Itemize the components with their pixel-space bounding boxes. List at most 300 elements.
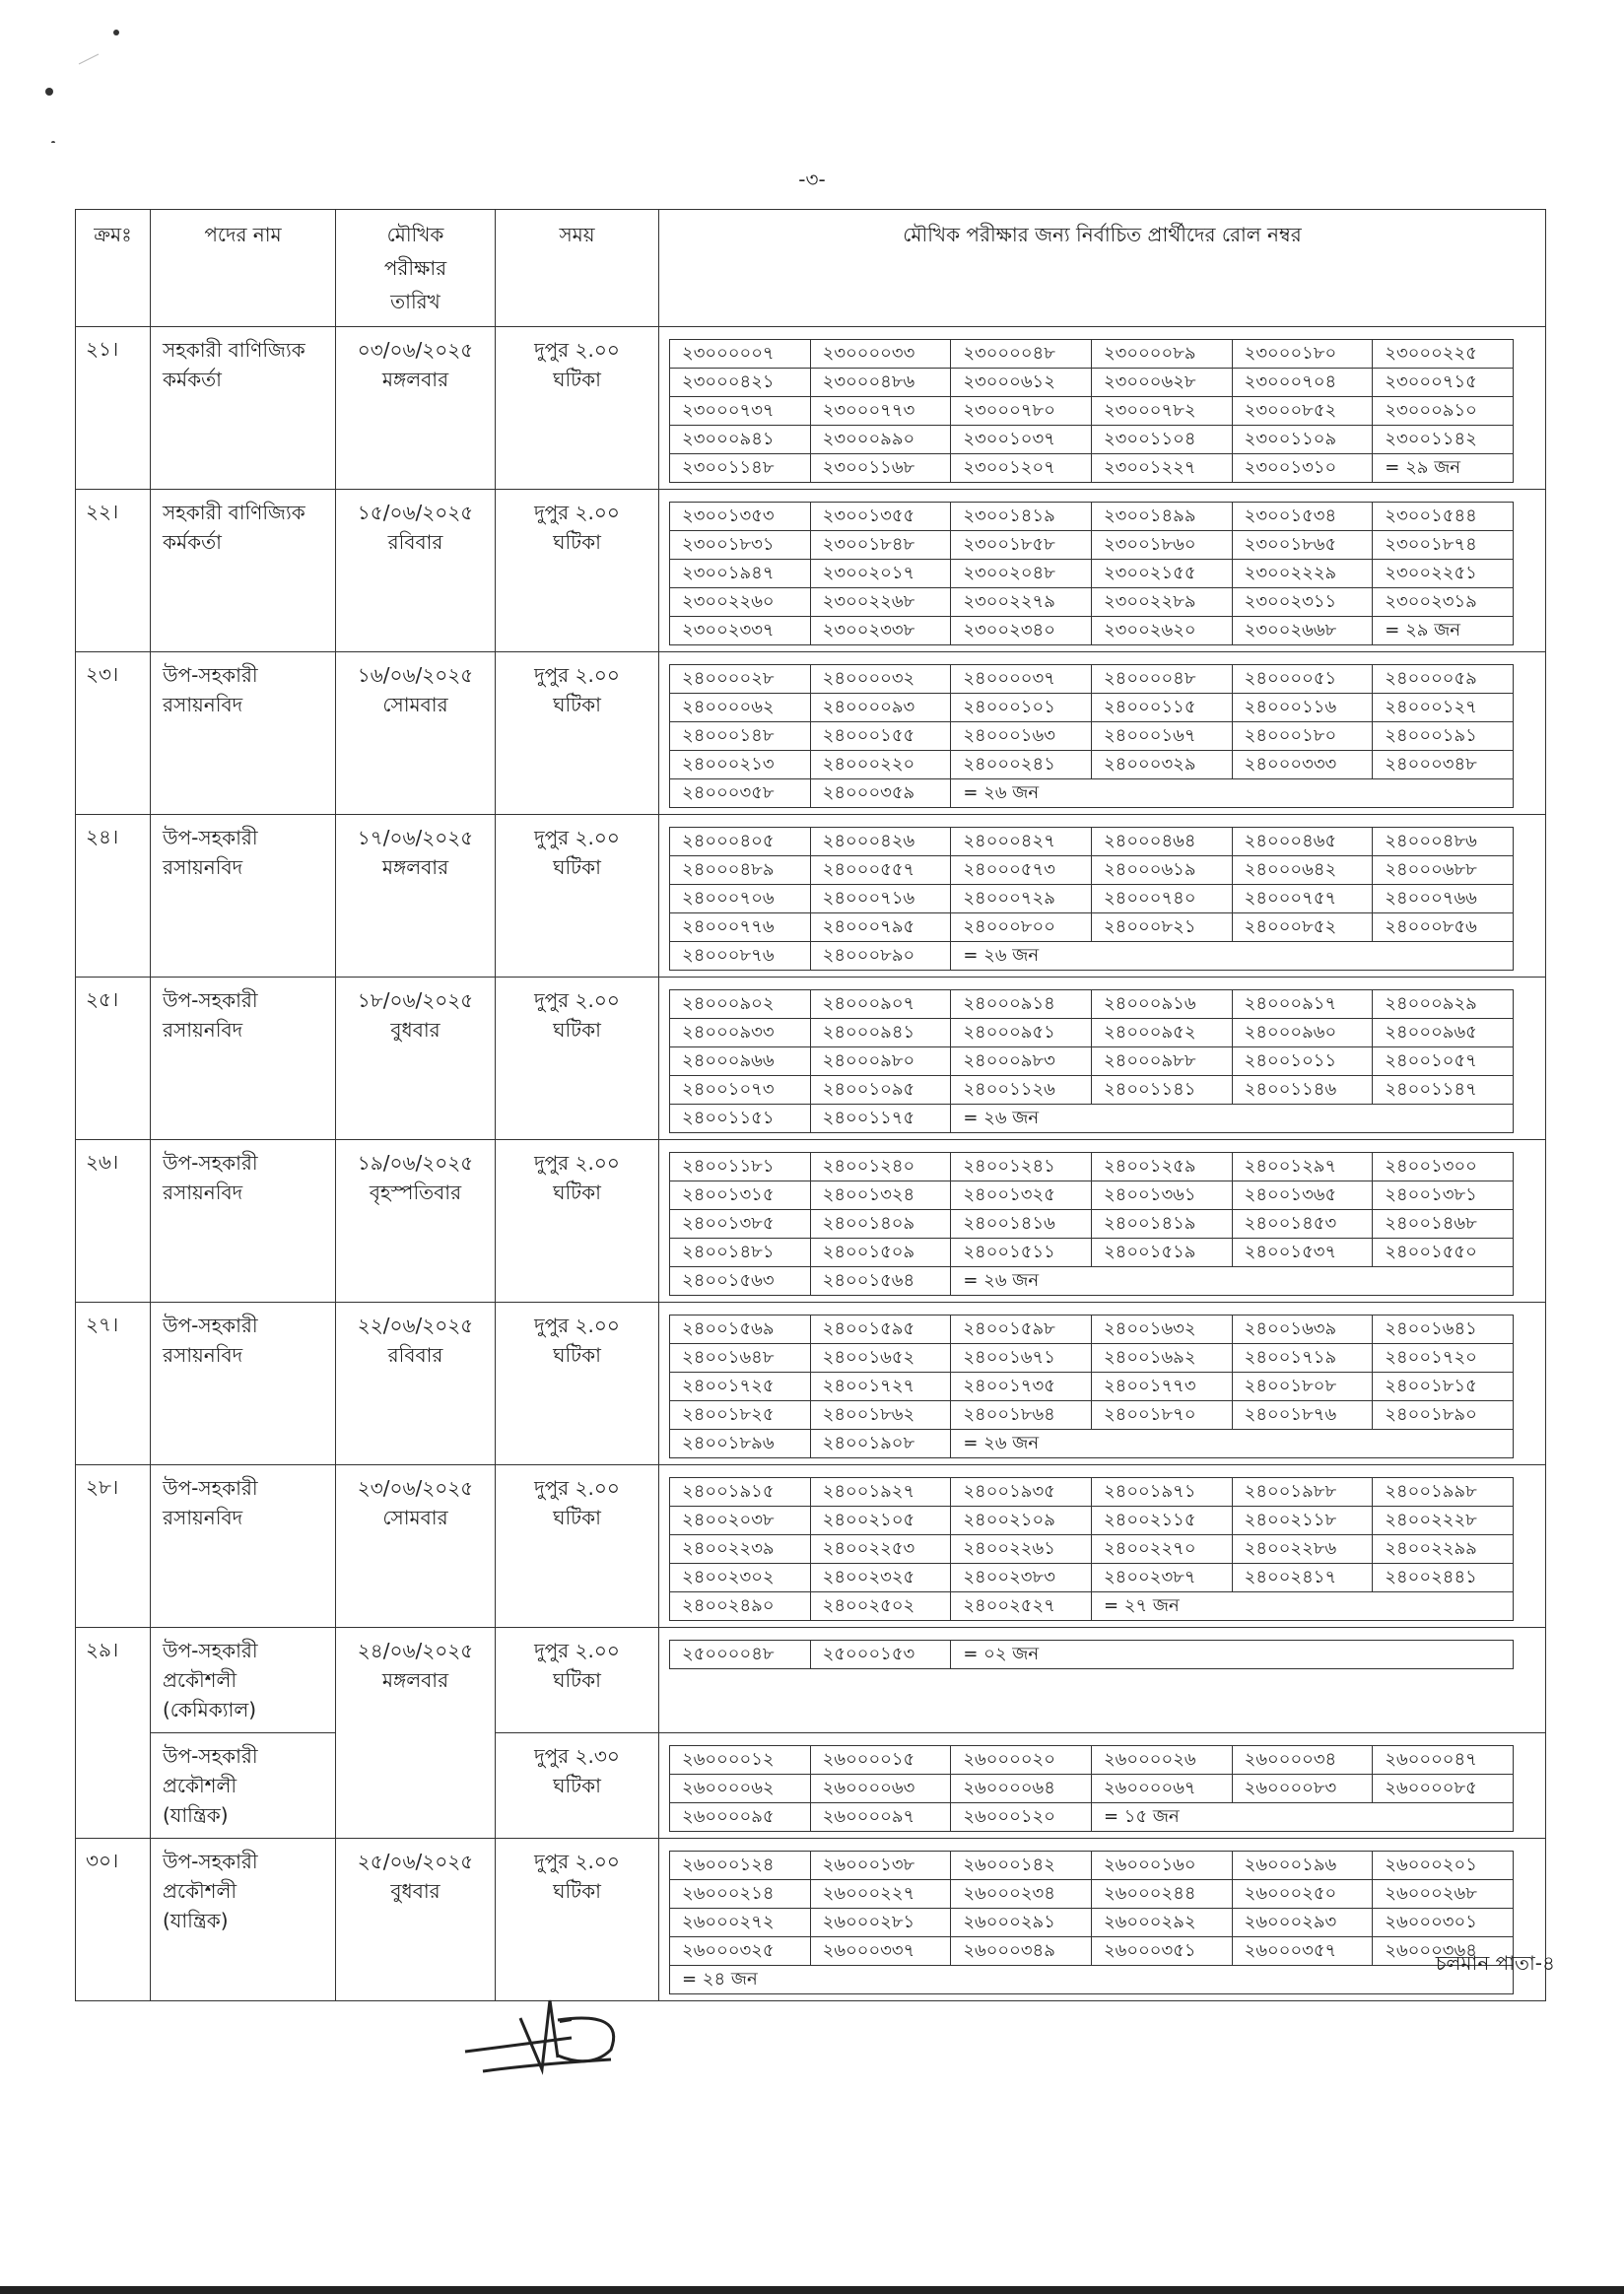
roll-number: ২৬০০০২৮১	[810, 1909, 951, 1937]
roll-number: ২৪০০২৩৮৭	[1091, 1564, 1232, 1592]
post-name	[151, 652, 336, 815]
roll-row	[670, 531, 1514, 560]
post-name-line: রসায়নবিদ	[163, 1343, 243, 1367]
roll-number: ২৪০০০৬৪২	[1232, 856, 1373, 885]
post-name-line: রসায়নবিদ	[163, 1018, 243, 1042]
time-value: দুপুর ২.০০	[534, 663, 620, 687]
roll-number: ২৬০০০২০১	[1373, 1852, 1514, 1880]
roll-number: ২৪০০২২৩৯	[670, 1535, 811, 1564]
roll-number: ২৪০০০৭৯৫	[810, 913, 951, 942]
roll-number: ২৬০০০২৯২	[1091, 1909, 1232, 1937]
roll-numbers-cell	[659, 815, 1546, 978]
roll-row	[670, 1430, 1514, 1458]
roll-row	[670, 1401, 1514, 1430]
time-unit: ঘটিকা	[553, 855, 601, 879]
roll-row	[670, 617, 1514, 645]
roll-number: ২৪০০০৫৫৭	[810, 856, 951, 885]
roll-number: ২৪০০১৫১১	[951, 1239, 1092, 1267]
roll-row	[670, 1344, 1514, 1373]
roll-number: ২৩০০২২৭৯	[951, 588, 1092, 617]
scan-speck-marks	[39, 25, 158, 143]
roll-numbers-cell	[659, 1839, 1546, 2001]
roll-number: ২৬০০০০৬৭	[1091, 1775, 1232, 1803]
time-value: দুপুর ২.০০	[534, 1476, 620, 1500]
roll-row	[670, 990, 1514, 1019]
post-name-line: উপ-সহকারী	[163, 1744, 258, 1768]
roll-number: ২৩০০২৩১৯	[1373, 588, 1514, 617]
post-name-line: উপ-সহকারী	[163, 826, 258, 849]
roll-number: ২৪০০১৯৯৮	[1373, 1478, 1514, 1507]
roll-number: ২৪০০০৪৮৯	[670, 856, 811, 885]
roll-row	[670, 1105, 1514, 1133]
roll-row	[670, 1937, 1514, 1966]
date-value: ১৭/০৬/২০২৫	[357, 826, 474, 849]
roll-row	[670, 1507, 1514, 1535]
roll-row	[670, 1316, 1514, 1344]
roll-number: ২৪০০০১০১	[951, 694, 1092, 722]
roll-number: ২৪০০০০২৮	[670, 665, 811, 694]
roll-number: ২৪০০০০৩৭	[951, 665, 1092, 694]
roll-number: ২৬০০০২৯৩	[1232, 1909, 1373, 1937]
roll-number: ২৪০০০৭২৯	[951, 885, 1092, 913]
roll-number: ২৬০০০২২৭	[810, 1880, 951, 1909]
roll-number: ২৬০০০২১৪	[670, 1880, 811, 1909]
post-name-line: রসায়নবিদ	[163, 855, 243, 879]
serial-number: ২৮।	[76, 1465, 151, 1628]
day-name: বুধবার	[390, 1879, 440, 1903]
roll-number: ২৩০০১৯৪৭	[670, 560, 811, 588]
interview-time	[496, 1839, 659, 2001]
roll-number: ২৪০০১৯০৮	[810, 1430, 951, 1458]
roll-number: ২৪০০১৭২৭	[810, 1373, 951, 1401]
header-interview-date	[336, 210, 496, 327]
serial-number: ২১।	[76, 327, 151, 490]
roll-row	[670, 1076, 1514, 1105]
roll-row	[670, 1592, 1514, 1621]
page-number: -৩-	[798, 168, 826, 191]
day-name: মঙ্গলবার	[381, 855, 449, 879]
roll-number: ২৩০০২৬২০	[1091, 617, 1232, 645]
roll-number: ২৪০০০১১৫	[1091, 694, 1232, 722]
roll-number: ২৪০০০১১৬	[1232, 694, 1373, 722]
roll-number: ২৪০০১৫৬৯	[670, 1316, 811, 1344]
roll-row	[670, 1775, 1514, 1803]
post-name-line: (যান্ত্রিক)	[163, 1909, 229, 1932]
roll-number: ২৪০০১২৪০	[810, 1153, 951, 1181]
roll-row	[670, 1803, 1514, 1832]
roll-number: ২৩০০০৭০৪	[1232, 369, 1373, 397]
roll-number: ২৩০০২১৫৫	[1091, 560, 1232, 588]
time-value: দুপুর ২.০০	[534, 501, 620, 524]
roll-number: ২৩০০১৫৪৪	[1373, 503, 1514, 531]
roll-number-grid	[669, 989, 1514, 1133]
roll-row	[670, 340, 1514, 369]
roll-number: ২৬০০০১৪২	[951, 1852, 1092, 1880]
roll-number: ২৬০০০১২৪	[670, 1852, 811, 1880]
roll-number: ২৩০০২২৮৯	[1091, 588, 1232, 617]
roll-number: ২৫০০০১৫৩	[810, 1641, 951, 1669]
roll-number: ২৪০০০৯৬০	[1232, 1019, 1373, 1047]
time-unit: ঘটিকা	[553, 1668, 601, 1692]
roll-number: ২৬০০০০৬৪	[951, 1775, 1092, 1803]
roll-number: ২৪০০০০৩২	[810, 665, 951, 694]
time-value: দুপুর ২.০০	[534, 988, 620, 1012]
roll-number: ২৩০০০৯৪১	[670, 426, 811, 454]
roll-row	[670, 694, 1514, 722]
roll-number: ২৩০০০৪৮৬	[810, 369, 951, 397]
time-unit: ঘটিকা	[553, 1343, 601, 1367]
roll-number: ২৪০০১৫১৯	[1091, 1239, 1232, 1267]
roll-number: ২৪০০০২১৩	[670, 751, 811, 779]
day-name: মঙ্গলবার	[381, 1668, 449, 1692]
roll-number: ২৪০০১৮২৫	[670, 1401, 811, 1430]
roll-row	[670, 1641, 1514, 1669]
roll-row	[670, 588, 1514, 617]
time-unit: ঘটিকা	[553, 1774, 601, 1797]
post-name-line: প্রকৌশলী	[163, 1668, 237, 1692]
roll-number: ২৪০০১৯১৫	[670, 1478, 811, 1507]
header-serial: ক্রমঃ	[76, 210, 151, 327]
roll-row	[670, 1019, 1514, 1047]
roll-number: ২৪০০০৯৩৩	[670, 1019, 811, 1047]
scan-bottom-edge	[0, 2286, 1624, 2294]
roll-number: ২৩০০২৩৩৭	[670, 617, 811, 645]
roll-number: ২৪০০১১৪১	[1091, 1076, 1232, 1105]
roll-number: ২৩০০০০০৭	[670, 340, 811, 369]
roll-number: ২৪০০০৯১৪	[951, 990, 1092, 1019]
roll-number: ২৪০০০৯১৬	[1091, 990, 1232, 1019]
roll-number: ২৪০০০৮৫২	[1232, 913, 1373, 942]
schedule-row	[76, 1839, 1546, 2001]
roll-row	[670, 1153, 1514, 1181]
roll-number: ২৪০০১১৮১	[670, 1153, 811, 1181]
roll-number-grid	[669, 1152, 1514, 1296]
roll-number: ২৪০০১৮৬৪	[951, 1401, 1092, 1430]
roll-number: ২৪০০০৭০৬	[670, 885, 811, 913]
roll-number: ২৪০০০৯৮০	[810, 1047, 951, 1076]
schedule-row	[76, 652, 1546, 815]
serial-number: ২৫।	[76, 978, 151, 1140]
date-value: ২৫/০৬/২০২৫	[357, 1850, 474, 1873]
roll-row	[670, 779, 1514, 808]
roll-number: ২৬০০০১২০	[951, 1803, 1092, 1832]
roll-number: ২৩০০১০৩৭	[951, 426, 1092, 454]
roll-number: ২৬০০০০১৫	[810, 1746, 951, 1775]
interview-time	[496, 815, 659, 978]
candidate-total: = ২৬ জন	[951, 1267, 1514, 1296]
roll-number: ২৪০০১১৫১	[670, 1105, 811, 1133]
schedule-row	[76, 1303, 1546, 1465]
roll-numbers-cell	[659, 1140, 1546, 1303]
roll-number: ২৪০০০০৬২	[670, 694, 811, 722]
roll-number: ২৪০০১৫৯৮	[951, 1316, 1092, 1344]
roll-number: ২৪০০০৯৫১	[951, 1019, 1092, 1047]
roll-number: ২৪০০০৮৯০	[810, 942, 951, 971]
day-name: রবিবার	[387, 530, 443, 554]
post-name-line: উপ-সহকারী	[163, 1151, 258, 1175]
time-value: দুপুর ২.০০	[534, 826, 620, 849]
roll-number: ২৪০০১৭৭৩	[1091, 1373, 1232, 1401]
roll-number: ২৪০০০৭৭৬	[670, 913, 811, 942]
roll-number: ২৬০০০০৬৩	[810, 1775, 951, 1803]
roll-number: ২৬০০০২৬৮	[1373, 1880, 1514, 1909]
roll-number: ২৪০০২৩৮৩	[951, 1564, 1092, 1592]
roll-number: ২৬০০০২৭২	[670, 1909, 811, 1937]
post-name	[151, 1303, 336, 1465]
day-name: বৃহস্পতিবার	[369, 1181, 462, 1204]
post-name	[151, 815, 336, 978]
roll-number: ২৪০০০১৪৮	[670, 722, 811, 751]
post-name	[151, 1140, 336, 1303]
roll-number: ২৪০০১৭২৫	[670, 1373, 811, 1401]
roll-number: ২৪০০১৪০৯	[810, 1210, 951, 1239]
roll-number: ২৪০০০৩৪৮	[1373, 751, 1514, 779]
roll-row	[670, 426, 1514, 454]
roll-number: ২৪০০১২৫৯	[1091, 1153, 1232, 1181]
interview-date	[336, 1465, 496, 1628]
roll-number: ২৪০০০০৫১	[1232, 665, 1373, 694]
header-date-line: পরীক্ষার	[383, 256, 447, 280]
roll-number: ২৪০০২৫২৭	[951, 1592, 1092, 1621]
roll-number: ২৩০০১৩৫৩	[670, 503, 811, 531]
roll-number: ২৪০০১৯৭১	[1091, 1478, 1232, 1507]
interview-date	[336, 978, 496, 1140]
roll-number: ২৪০০১০৭৩	[670, 1076, 811, 1105]
roll-number: ২৪০০২২৬১	[951, 1535, 1092, 1564]
serial-number: ৩০।	[76, 1839, 151, 2001]
roll-number: ২৪০০১৩১৫	[670, 1181, 811, 1210]
roll-number: ২৬০০০০৮৫	[1373, 1775, 1514, 1803]
roll-number: ২৪০০১৮৯৬	[670, 1430, 811, 1458]
day-name: সোমবার	[382, 1506, 448, 1529]
roll-number: ২৪০০১৬৩২	[1091, 1316, 1232, 1344]
roll-number: ২৪০০১৬৪১	[1373, 1316, 1514, 1344]
roll-row	[670, 1239, 1514, 1267]
interview-date	[336, 815, 496, 978]
candidate-total: = ২৯ জন	[1373, 454, 1514, 483]
roll-number-grid	[669, 1851, 1514, 1994]
roll-number: ২৪০০০৯৪১	[810, 1019, 951, 1047]
roll-number: ২৪০০১৩৮৫	[670, 1210, 811, 1239]
roll-number: ২৪০০০৫৭৩	[951, 856, 1092, 885]
roll-number: ২৩০০১৩৫৫	[810, 503, 951, 531]
roll-number: ২৬০০০৩০১	[1373, 1909, 1514, 1937]
post-name	[151, 1628, 336, 1733]
time-unit: ঘটিকা	[553, 368, 601, 391]
schedule-row	[76, 978, 1546, 1140]
roll-number: ২৪০০০৩৩৩	[1232, 751, 1373, 779]
interview-date	[336, 1303, 496, 1465]
roll-numbers-cell	[659, 490, 1546, 652]
roll-number: ২৬০০০১৯৬	[1232, 1852, 1373, 1880]
post-name-line: উপ-সহকারী	[163, 1314, 258, 1337]
schedule-row	[76, 1465, 1546, 1628]
interview-time	[496, 1465, 659, 1628]
post-name-line: উপ-সহকারী	[163, 1850, 258, 1873]
post-name-line: প্রকৌশলী	[163, 1879, 237, 1903]
roll-number: ২৪০০১৫০৯	[810, 1239, 951, 1267]
roll-number: ২৪০০২২৭০	[1091, 1535, 1232, 1564]
post-name-line: উপ-সহকারী	[163, 1476, 258, 1500]
roll-number: ২৩০০১৮৫৮	[951, 531, 1092, 560]
roll-number: ২৬০০০০৩৪	[1232, 1746, 1373, 1775]
candidate-total: = ২৬ জন	[951, 942, 1514, 971]
candidate-total: = ১৫ জন	[1091, 1803, 1513, 1832]
candidate-total: = ২৬ জন	[951, 1430, 1514, 1458]
roll-number: ২৪০০০৪২৭	[951, 828, 1092, 856]
roll-number: ২৩০০২০৪৮	[951, 560, 1092, 588]
roll-number: ২৪০০১৬৭১	[951, 1344, 1092, 1373]
candidate-total: = ২৬ জন	[951, 1105, 1514, 1133]
roll-number: ২৪০০০৮০০	[951, 913, 1092, 942]
roll-number: ২৪০০০৪০৫	[670, 828, 811, 856]
roll-number: ২৩০০১১৪২	[1373, 426, 1514, 454]
header-roll-numbers: মৌখিক পরীক্ষার জন্য নির্বাচিত প্রার্থীদের রোল নম্বর	[659, 210, 1546, 327]
roll-row	[670, 913, 1514, 942]
serial-number: ২৪।	[76, 815, 151, 978]
time-value: দুপুর ২.০০	[534, 1639, 620, 1662]
schedule-row	[76, 1628, 1546, 1733]
roll-number: ২৪০০০৩৫৯	[810, 779, 951, 808]
roll-number: ২৩০০০৭৮০	[951, 397, 1092, 426]
roll-number: ২৩০০২২৬৮	[810, 588, 951, 617]
time-value: দুপুর ২.৩০	[534, 1744, 620, 1768]
roll-number: ২৪০০০১৫৫	[810, 722, 951, 751]
roll-number: ২৪০০০৯৬৬	[670, 1047, 811, 1076]
roll-number: ২৬০০০৩৩৭	[810, 1937, 951, 1966]
roll-row	[670, 828, 1514, 856]
roll-row	[670, 1267, 1514, 1296]
roll-number: ২৪০০০৯০২	[670, 990, 811, 1019]
roll-number: ২৪০০১১৪৭	[1373, 1076, 1514, 1105]
roll-number: ২৪০০১৫৬৩	[670, 1267, 811, 1296]
roll-number: ২৪০০২১০৫	[810, 1507, 951, 1535]
roll-row	[670, 1535, 1514, 1564]
schedule-row	[76, 490, 1546, 652]
candidate-total: = ০২ জন	[951, 1641, 1514, 1669]
roll-number: ২৪০০২৫০২	[810, 1592, 951, 1621]
roll-number: ২৪০০২০৩৮	[670, 1507, 811, 1535]
roll-number: ২৩০০২৩৪০	[951, 617, 1092, 645]
roll-number: ২৬০০০১৩৮	[810, 1852, 951, 1880]
roll-number: ২৩০০১১৪৮	[670, 454, 811, 483]
roll-number: ২৪০০১৭১৯	[1232, 1344, 1373, 1373]
interview-schedule-table	[75, 209, 1546, 2001]
roll-number: ২৩০০২৩১১	[1232, 588, 1373, 617]
day-name: মঙ্গলবার	[381, 368, 449, 391]
roll-number: ২৪০০০০৯৩	[810, 694, 951, 722]
interview-time	[496, 1733, 659, 1839]
candidate-total: = ২৭ জন	[1091, 1592, 1513, 1621]
roll-number: ২৪০০১৫৯৫	[810, 1316, 951, 1344]
roll-number: ২৪০০২৪৯০	[670, 1592, 811, 1621]
roll-number: ২৩০০০৪২১	[670, 369, 811, 397]
header-row	[76, 210, 1546, 327]
roll-number: ২৪০০০৪৮৬	[1373, 828, 1514, 856]
post-name	[151, 327, 336, 490]
roll-number: ২৩০০১১০৪	[1091, 426, 1232, 454]
roll-row	[670, 1181, 1514, 1210]
post-name-line: রসায়নবিদ	[163, 693, 243, 716]
interview-time	[496, 1140, 659, 1303]
interview-date	[336, 652, 496, 815]
roll-number: ২৪০০০৪২৬	[810, 828, 951, 856]
roll-number-grid	[669, 502, 1514, 645]
roll-row	[670, 1746, 1514, 1775]
roll-row	[670, 1880, 1514, 1909]
roll-number: ২৪০০১৮০৮	[1232, 1373, 1373, 1401]
roll-number-grid	[669, 1640, 1514, 1669]
roll-number-grid	[669, 339, 1514, 483]
roll-number: ২৪০০২৪১৭	[1232, 1564, 1373, 1592]
roll-number: ২৩০০১১০৯	[1232, 426, 1373, 454]
roll-numbers-cell	[659, 327, 1546, 490]
schedule-row	[76, 327, 1546, 490]
roll-number: ২৪০০০২২০	[810, 751, 951, 779]
roll-row	[670, 369, 1514, 397]
roll-number: ২৪০০০৬১৯	[1091, 856, 1232, 885]
roll-number: ২৪০০০১৬৩	[951, 722, 1092, 751]
roll-number: ২৬০০০৩৫১	[1091, 1937, 1232, 1966]
date-value: ১৯/০৬/২০২৫	[357, 1151, 474, 1175]
roll-number: ২৩০০২৬৬৮	[1232, 617, 1373, 645]
roll-row	[670, 942, 1514, 971]
roll-number: ২৪০০০০৪৮	[1091, 665, 1232, 694]
roll-number: ২৩০০০৭৮২	[1091, 397, 1232, 426]
roll-numbers-cell	[659, 1733, 1546, 1839]
roll-numbers-cell	[659, 978, 1546, 1140]
roll-number: ২৪০০০৯১৭	[1232, 990, 1373, 1019]
serial-number: ২৭।	[76, 1303, 151, 1465]
roll-row	[670, 1852, 1514, 1880]
roll-number: ২৩০০১১৬৮	[810, 454, 951, 483]
roll-number: ২৪০০০৬৮৮	[1373, 856, 1514, 885]
roll-number: ২৪০০১১৭৫	[810, 1105, 951, 1133]
header-time: সময়	[496, 210, 659, 327]
roll-number: ২৩০০১৪৯৯	[1091, 503, 1232, 531]
roll-row	[670, 1966, 1514, 1994]
roll-number: ২৪০০১০৯৫	[810, 1076, 951, 1105]
post-name-line: কর্মকর্তা	[163, 530, 222, 554]
header-post-name: পদের নাম	[151, 210, 336, 327]
roll-number: ২৪০০১২৯৭	[1232, 1153, 1373, 1181]
roll-number: ২৩০০২০১৭	[810, 560, 951, 588]
roll-number: ২৪০০০৪৬৪	[1091, 828, 1232, 856]
roll-number: ২৬০০০০২৬	[1091, 1746, 1232, 1775]
roll-number: ২৩০০১৮৪৮	[810, 531, 951, 560]
interview-time	[496, 652, 659, 815]
roll-number: ২৪০০২১১৮	[1232, 1507, 1373, 1535]
roll-number: ২৪০০০০৫৯	[1373, 665, 1514, 694]
roll-number: ২৪০০০১৮০	[1232, 722, 1373, 751]
roll-number: ২৫০০০০৪৮	[670, 1641, 811, 1669]
roll-number: ২৪০০১৯২৭	[810, 1478, 951, 1507]
date-value: ২২/০৬/২০২৫	[357, 1314, 474, 1337]
roll-number: ২৬০০০২৫০	[1232, 1880, 1373, 1909]
roll-number: ২৬০০০১৬০	[1091, 1852, 1232, 1880]
roll-number: ২৪০০০৯২৯	[1373, 990, 1514, 1019]
schedule-subrow	[76, 1733, 1546, 1839]
roll-number-grid	[669, 1477, 1514, 1621]
roll-number: ২৬০০০২৪৪	[1091, 1880, 1232, 1909]
roll-number: ২৪০০১৬৩৯	[1232, 1316, 1373, 1344]
candidate-total: = ২৯ জন	[1373, 617, 1514, 645]
interview-date	[336, 1839, 496, 2001]
roll-row	[670, 1373, 1514, 1401]
roll-number: ২৪০০০১৯১	[1373, 722, 1514, 751]
serial-number: ২৯।	[76, 1628, 151, 1839]
roll-number: ২৬০০০০১২	[670, 1746, 811, 1775]
